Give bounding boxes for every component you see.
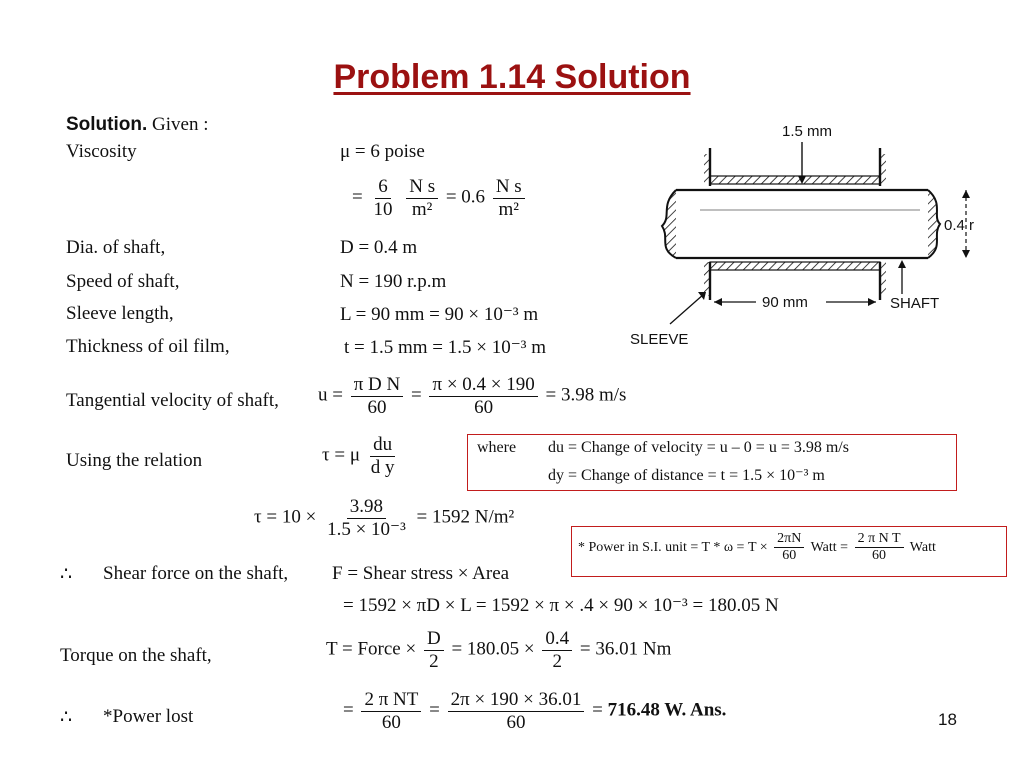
relation-equation: τ = μ $\frac{du}{\text{d y}}$ xyxy=(322,434,401,479)
fraction: $\frac{6}{10}$ xyxy=(373,176,393,220)
fraction: $\frac{0.4}{2}$ xyxy=(542,628,572,673)
fraction: $\frac{\pi \times 0.4 \times 190}{60}$ xyxy=(429,374,537,419)
arrowhead-icon xyxy=(898,260,906,268)
power-si-box xyxy=(571,526,1007,577)
fraction: $\frac{\text{π D N}}{60}$ xyxy=(351,374,404,419)
shear-therefore: ∴ xyxy=(60,564,73,585)
shear-force-line2: = 1592 × πD × L = 1592 × π × .4 × 90 × 10⁻³ = 180.05 N xyxy=(343,595,779,616)
page-number: 18 xyxy=(938,710,957,729)
given-value-diameter: D = 0.4 m xyxy=(340,237,418,258)
given-value-viscosity: μ = 6 poise xyxy=(340,141,425,162)
tangential-velocity-equation: u = $\frac{\text{π D N}}{60}$ = $\frac{\pi \times 0.4 \times 190}{60}$ = 3.98 m/s xyxy=(318,374,627,418)
tangential-velocity-label: Tangential velocity of shaft, xyxy=(66,390,279,411)
fraction: $\frac{2\pi \times 190 \times 36.01}{60}$ xyxy=(448,689,585,734)
viscosity-conversion: = $\frac{6}{10}$ $\frac{\text{N s}}{\text{m²}}$ = 0.6 $\frac{\text{N s}}{\text{m²}}$ xyxy=(352,176,528,221)
where-line-dy: dy = Change of distance = t = 1.5 × 10⁻³ m xyxy=(548,467,825,484)
where-line-du: du = Change of velocity = u – 0 = u = 3.98 m/s xyxy=(548,439,849,456)
fraction: $\frac{\text{2 π NT}}{60}$ xyxy=(361,689,421,734)
arrowhead-icon xyxy=(714,298,722,306)
power-si-equation: * Power in S.I. unit = T * ω = T × $\frac{2\pi N}{60}$ Watt = $\frac{\text{2 π N T}}{60}$ Watt xyxy=(578,531,936,564)
given-value-sleeve-length: L = 90 mm = 90 × 10⁻³ m xyxy=(340,304,539,325)
fraction: $\frac{D}{2}$ xyxy=(424,628,444,673)
given-label-speed: Speed of shaft, xyxy=(66,271,180,292)
fraction: $\frac{\text{2 π N T}}{60}$ xyxy=(855,531,904,564)
shaft-sleeve-diagram xyxy=(630,118,988,350)
solution-label: Solution. xyxy=(66,114,148,135)
upper-sleeve xyxy=(704,148,886,186)
given-value-speed: N = 190 r.p.m xyxy=(340,271,447,292)
relation-label: Using the relation xyxy=(66,450,203,471)
fraction: $\frac{\text{N s}}{\text{m²}}$ xyxy=(406,176,438,221)
tau-equation: τ = 10 × $\frac{3.98}{\text{1.5 × 10⁻³}}$ = 1592 N/m² xyxy=(254,496,515,540)
arrowhead-icon xyxy=(868,298,876,306)
fraction: $\frac{du}{\text{d y}}$ xyxy=(370,434,395,478)
page-title: Problem 1.14 Solution xyxy=(333,58,691,96)
shaft-body xyxy=(662,190,940,258)
arrowhead-icon xyxy=(962,250,970,258)
fraction: $\frac{2\pi N}{60}$ xyxy=(774,531,804,564)
given-label-film-thickness: Thickness of oil film, xyxy=(66,336,230,357)
fraction: $\frac{\text{N s}}{\text{m²}}$ xyxy=(493,176,525,221)
where-box xyxy=(467,434,957,491)
given-label-viscosity: Viscosity xyxy=(66,141,137,162)
given-label-sleeve-length: Sleeve length, xyxy=(66,303,174,324)
where-label: where xyxy=(477,439,517,456)
power-lost-answer: 716.48 W. Ans. xyxy=(607,699,727,721)
length-label: 90 mm xyxy=(762,294,808,311)
arrowhead-icon xyxy=(962,190,970,198)
shear-force-equation: F = Shear stress × Area xyxy=(332,563,510,584)
given-value-film-thickness: t = 1.5 mm = 1.5 × 10⁻³ m xyxy=(344,337,546,358)
given-label: Given : xyxy=(152,114,209,135)
power-lost-equation: = $\frac{\text{2 π NT}}{60}$ = $\frac{2\pi \times 190 \times 36.01}{60}$ = 716.48 W. Ans. xyxy=(343,689,727,733)
fraction: $\frac{3.98}{\text{1.5 × 10⁻³}}$ xyxy=(327,496,406,540)
sleeve-label: SLEEVE xyxy=(630,331,689,348)
sleeve-pointer xyxy=(670,294,704,324)
film-thickness-label: 1.5 mm xyxy=(782,123,833,140)
diameter-label: 0.4 r xyxy=(944,217,975,234)
shear-force-label: Shear force on the shaft, xyxy=(103,563,289,584)
power-therefore: ∴ xyxy=(60,707,73,728)
power-lost-label: *Power lost xyxy=(103,706,194,727)
torque-equation: T = Force × $\frac{D}{2}$ = 180.05 × $\frac{0.4}{2}$ = 36.01 Nm xyxy=(326,628,672,672)
solution-header xyxy=(66,114,208,136)
torque-label: Torque on the shaft, xyxy=(60,645,212,666)
given-label-diameter: Dia. of shaft, xyxy=(66,237,166,258)
shaft-label: SHAFT xyxy=(890,295,940,312)
